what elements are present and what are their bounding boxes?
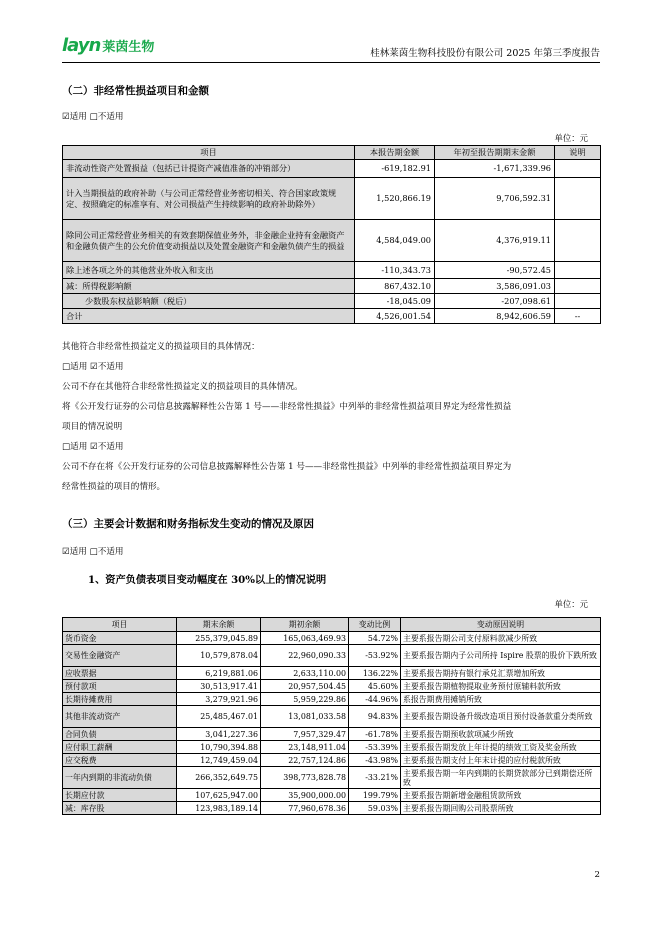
row-current: 867,432.10	[355, 279, 435, 294]
table-row	[63, 802, 601, 815]
row-ytd: 8,942,606.59	[435, 309, 555, 324]
table-row	[63, 220, 601, 262]
row-current: 4,526,001.54	[355, 309, 435, 324]
col-header-end: 期末余额	[177, 618, 261, 632]
table-row	[63, 741, 601, 754]
paragraph-reclassify-line2: 项目的情况说明	[62, 422, 123, 432]
row-end: 25,485,467.01	[177, 706, 261, 728]
row-item: 减：所得税影响额	[63, 279, 355, 294]
row-item: 少数股东权益影响额（税后）	[63, 294, 355, 309]
row-ytd: 3,586,091.03	[435, 279, 555, 294]
row-end: 10,579,878.04	[177, 645, 261, 667]
row-end: 123,983,189.14	[177, 802, 261, 815]
row-begin: 2,633,110.00	[261, 667, 349, 680]
table-row	[63, 680, 601, 693]
row-begin: 13,081,033.58	[261, 706, 349, 728]
row-ratio: -53.39%	[349, 741, 401, 754]
row-note	[555, 294, 601, 309]
row-current: 1,520,866.19	[355, 178, 435, 220]
table-row	[63, 294, 601, 309]
row-ratio: -44.96%	[349, 693, 401, 706]
paragraph-no-other-items: 公司不存在其他符合非经常性损益定义的损益项目的具体情况。	[62, 382, 303, 392]
row-reason: 主要系报告期支付上年末计提的应付税款所致	[401, 754, 601, 767]
row-item: 一年内到期的非流动负债	[63, 767, 177, 789]
col-header-item: 项目	[63, 146, 355, 160]
row-ratio: 54.72%	[349, 632, 401, 645]
paragraph-no-reclassify-line1: 公司不存在将《公开发行证券的公司信息披露解释性公告第 1 号——非经常性损益》中列举的非经常性损益项目界定为	[62, 462, 512, 472]
table-row	[63, 645, 601, 667]
row-item: 非流动性资产处置损益（包括已计提资产减值准备的冲销部分）	[63, 160, 355, 178]
row-end: 107,625,947.00	[177, 789, 261, 802]
row-reason: 主要系报告期一年内到期的长期贷款部分已到期偿还所致	[401, 767, 601, 789]
table-row	[63, 728, 601, 741]
row-begin: 35,900,000.00	[261, 789, 349, 802]
col-header-reason: 变动原因说明	[401, 618, 601, 632]
col-header-note: 说明	[555, 146, 601, 160]
row-end: 266,352,649.75	[177, 767, 261, 789]
row-ratio: -61.78%	[349, 728, 401, 741]
row-note	[555, 160, 601, 178]
header-divider	[62, 62, 600, 63]
row-end: 6,219,881.06	[177, 667, 261, 680]
row-ratio: 136.22%	[349, 667, 401, 680]
row-end: 30,513,917.41	[177, 680, 261, 693]
page-number: 2	[594, 870, 600, 880]
row-reason: 主要系报告期回购公司股票所致	[401, 802, 601, 815]
row-note	[555, 279, 601, 294]
row-item: 减：库存股	[63, 802, 177, 815]
section3-unit: 单位：元	[554, 599, 588, 609]
row-item: 应交税费	[63, 754, 177, 767]
row-end: 12,749,459.04	[177, 754, 261, 767]
table-row	[63, 667, 601, 680]
col-header-ytd: 年初至报告期期末金额	[435, 146, 555, 160]
row-reason: 主要系报告期公司支付原料款减少所致	[401, 632, 601, 645]
table-header-row	[63, 618, 601, 632]
row-item: 长期应付款	[63, 789, 177, 802]
table-row	[63, 178, 601, 220]
row-end: 10,790,394.88	[177, 741, 261, 754]
row-item: 货币资金	[63, 632, 177, 645]
section3-title: （三）主要会计数据和财务指标发生变动的情况及原因	[62, 518, 314, 530]
non-recurring-table	[62, 145, 601, 324]
logo-latin-text: layn	[62, 34, 101, 56]
row-ratio: 45.60%	[349, 680, 401, 693]
table-row	[63, 160, 601, 178]
row-begin: 398,773,828.78	[261, 767, 349, 789]
row-begin: 5,959,229.86	[261, 693, 349, 706]
row-ytd: -207,098.61	[435, 294, 555, 309]
balance-sheet-change-table	[62, 617, 601, 815]
section3-applicability: ☑适用 □不适用	[62, 547, 124, 557]
row-current: -18,045.09	[355, 294, 435, 309]
row-reason: 主要系报告期内子公司所持 Ispire 股票的股价下跌所致	[401, 645, 601, 667]
section3-subtitle: 1、资产负债表项目变动幅度在 30%以上的情况说明	[88, 574, 327, 586]
row-item: 合同负债	[63, 728, 177, 741]
row-reason: 主要系报告期设备升级改造项目预付设备款重分类所致	[401, 706, 601, 728]
table-row	[63, 262, 601, 279]
row-ratio: -33.21%	[349, 767, 401, 789]
row-ratio: -53.92%	[349, 645, 401, 667]
row-note	[555, 262, 601, 279]
row-note	[555, 178, 601, 220]
applicability-other-items: □适用 ☑不适用	[62, 362, 124, 372]
row-begin: 77,960,678.36	[261, 802, 349, 815]
section2-title: （二）非经常性损益项目和金额	[62, 85, 209, 97]
table-row	[63, 693, 601, 706]
table-row	[63, 279, 601, 294]
row-item: 应收票据	[63, 667, 177, 680]
col-header-ratio: 变动比例	[349, 618, 401, 632]
row-begin: 22,757,124.86	[261, 754, 349, 767]
row-item: 其他非流动资产	[63, 706, 177, 728]
table-row	[63, 767, 601, 789]
row-item: 合计	[63, 309, 355, 324]
row-ratio: 199.79%	[349, 789, 401, 802]
section2-unit: 单位：元	[554, 133, 588, 143]
row-note: --	[555, 309, 601, 324]
table-row	[63, 754, 601, 767]
paragraph-no-reclassify-line2: 经常性损益的项目的情形。	[62, 482, 166, 492]
section2-applicability: ☑适用 □不适用	[62, 112, 124, 122]
row-ytd: -1,671,339.96	[435, 160, 555, 178]
row-current: -619,182.91	[355, 160, 435, 178]
row-ratio: -43.98%	[349, 754, 401, 767]
row-item: 计入当期损益的政府补助（与公司正常经营业务密切相关、符合国家政策规定、按照确定的标准享有、对公司损益产生持续影响的政府补助除外）	[63, 178, 355, 220]
row-begin: 7,957,329.47	[261, 728, 349, 741]
row-end: 255,379,045.89	[177, 632, 261, 645]
row-end: 3,041,227.36	[177, 728, 261, 741]
row-ytd: 4,376,919.11	[435, 220, 555, 262]
row-end: 3,279,921.96	[177, 693, 261, 706]
row-ytd: 9,706,592.31	[435, 178, 555, 220]
table-header-row	[63, 146, 601, 160]
row-begin: 23,148,911.04	[261, 741, 349, 754]
report-title: 桂林莱茵生物科技股份有限公司 2025 年第三季度报告	[370, 48, 600, 59]
logo-chinese-text: 莱茵生物	[102, 39, 155, 55]
row-begin: 22,960,090.33	[261, 645, 349, 667]
row-current: 4,584,049.00	[355, 220, 435, 262]
row-reason: 主要系报告期发放上年计提的绩效工资及奖金所致	[401, 741, 601, 754]
row-item: 预付款项	[63, 680, 177, 693]
col-header-item: 项目	[63, 618, 177, 632]
row-item: 长期待摊费用	[63, 693, 177, 706]
col-header-current: 本报告期金额	[355, 146, 435, 160]
row-reason: 主要系报告期植物提取业务预付原辅料款所致	[401, 680, 601, 693]
row-reason: 系报告期费用摊销所致	[401, 693, 601, 706]
row-reason: 主要系报告期预收款项减少所致	[401, 728, 601, 741]
row-reason: 主要系报告期持有银行承兑汇票增加所致	[401, 667, 601, 680]
row-ytd: -90,572.45	[435, 262, 555, 279]
row-item: 除同公司正常经营业务相关的有效套期保值业务外，非金融企业持有金融资产和金融负债产生的公允价值变动损益以及处置金融资产和金融负债产生的损益	[63, 220, 355, 262]
company-logo	[62, 34, 154, 56]
table-row	[63, 706, 601, 728]
table-row	[63, 632, 601, 645]
row-item: 应付职工薪酬	[63, 741, 177, 754]
row-note	[555, 220, 601, 262]
row-ratio: 59.03%	[349, 802, 401, 815]
row-ratio: 94.83%	[349, 706, 401, 728]
row-current: -110,343.73	[355, 262, 435, 279]
paragraph-reclassify-line1: 将《公开发行证券的公司信息披露解释性公告第 1 号——非经常性损益》中列举的非经常性损益项目界定为经常性损益	[62, 402, 512, 412]
table-total-row	[63, 309, 601, 324]
table-row	[63, 789, 601, 802]
row-item: 交易性金融资产	[63, 645, 177, 667]
applicability-reclassify: □适用 ☑不适用	[62, 442, 124, 452]
row-begin: 20,957,504.45	[261, 680, 349, 693]
row-begin: 165,063,469.93	[261, 632, 349, 645]
row-reason: 主要系报告期新增金融租赁款所致	[401, 789, 601, 802]
col-header-begin: 期初余额	[261, 618, 349, 632]
paragraph-other-items: 其他符合非经常性损益定义的损益项目的具体情况：	[62, 342, 260, 352]
row-item: 除上述各项之外的其他营业外收入和支出	[63, 262, 355, 279]
